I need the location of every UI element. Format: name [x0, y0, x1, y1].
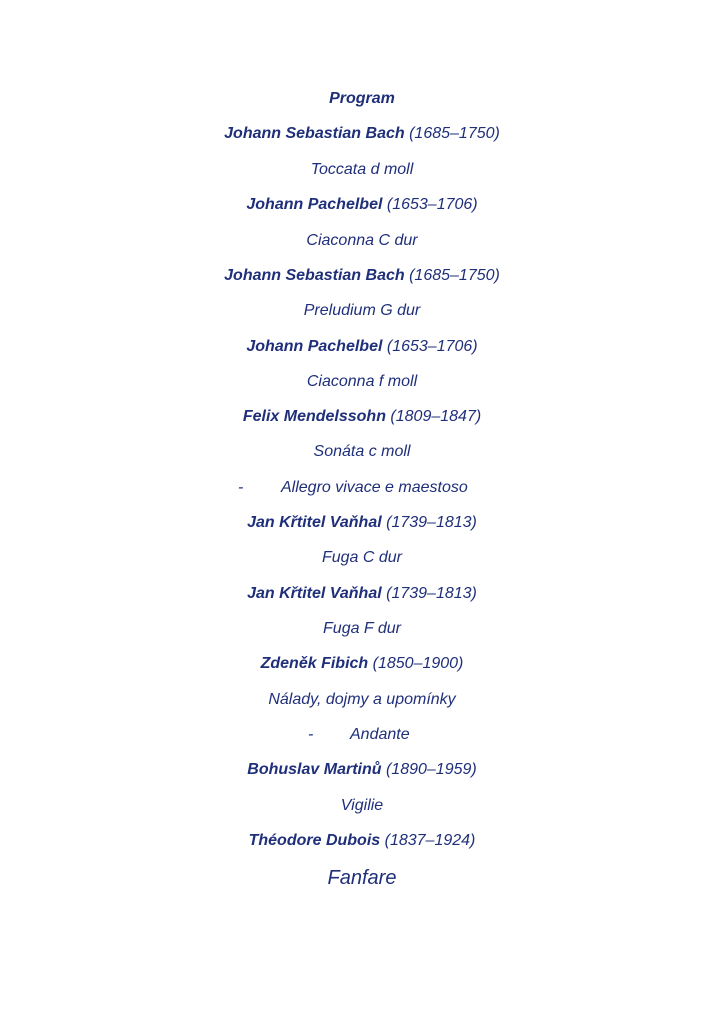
composer-line — [0, 195, 724, 215]
composer-dates: (1685–1750) — [409, 267, 500, 284]
composer-name: Jan Křtitel Vaňhal — [247, 585, 382, 602]
piece-title: Toccata d moll — [310, 161, 414, 178]
composer-name: Felix Mendelssohn — [242, 408, 386, 425]
composer-name: Bohuslav Martinů — [247, 761, 382, 778]
composer-line — [0, 654, 724, 674]
composer-line — [0, 584, 724, 604]
piece-title: Nálady, dojmy a upomínky — [268, 691, 456, 708]
composer-name: Johann Pachelbel — [246, 338, 383, 355]
composer-dates: (1653–1706) — [386, 338, 478, 355]
piece-title: Preludium G dur — [303, 302, 421, 319]
piece-title: Ciaconna f moll — [306, 373, 418, 390]
composer-name: Zdeněk Fibich — [260, 655, 369, 672]
piece-title: Fuga C dur — [321, 549, 403, 566]
composer-dates: (1739–1813) — [386, 585, 477, 602]
composer-line — [0, 513, 724, 533]
movement-title: Andante — [350, 726, 410, 743]
piece-title: Vigilie — [340, 797, 384, 814]
composer-dates: (1809–1847) — [390, 408, 482, 425]
movement-title: Allegro vivace e maestoso — [281, 479, 468, 496]
composer-line — [0, 760, 724, 780]
composer-name: Théodore Dubois — [248, 832, 381, 849]
composer-line — [0, 831, 724, 851]
composer-name: Jan Křtitel Vaňhal — [247, 514, 382, 531]
composer-dates: (1685–1750) — [409, 125, 500, 142]
composer-line — [0, 124, 724, 144]
piece-title: Sonáta c moll — [313, 443, 411, 460]
composer-dates: (1850–1900) — [372, 655, 464, 672]
composer-name: Johann Sebastian Bach — [224, 267, 405, 284]
final-piece-title: Fanfare — [327, 867, 397, 889]
composer-dates: (1739–1813) — [386, 514, 477, 531]
composer-name: Johann Pachelbel — [246, 196, 383, 213]
movement-dash: - — [308, 726, 314, 743]
composer-name: Johann Sebastian Bach — [224, 125, 405, 142]
piece-title: Fuga F dur — [323, 620, 401, 637]
movement-dash: - — [238, 479, 244, 496]
program-title: Program — [329, 90, 395, 107]
composer-dates: (1890–1959) — [385, 761, 477, 778]
composer-line — [0, 407, 724, 427]
composer-dates: (1837–1924) — [384, 832, 476, 849]
piece-title: Ciaconna C dur — [306, 232, 418, 249]
composer-line — [0, 266, 724, 286]
composer-line — [0, 337, 724, 357]
composer-dates: (1653–1706) — [386, 196, 478, 213]
